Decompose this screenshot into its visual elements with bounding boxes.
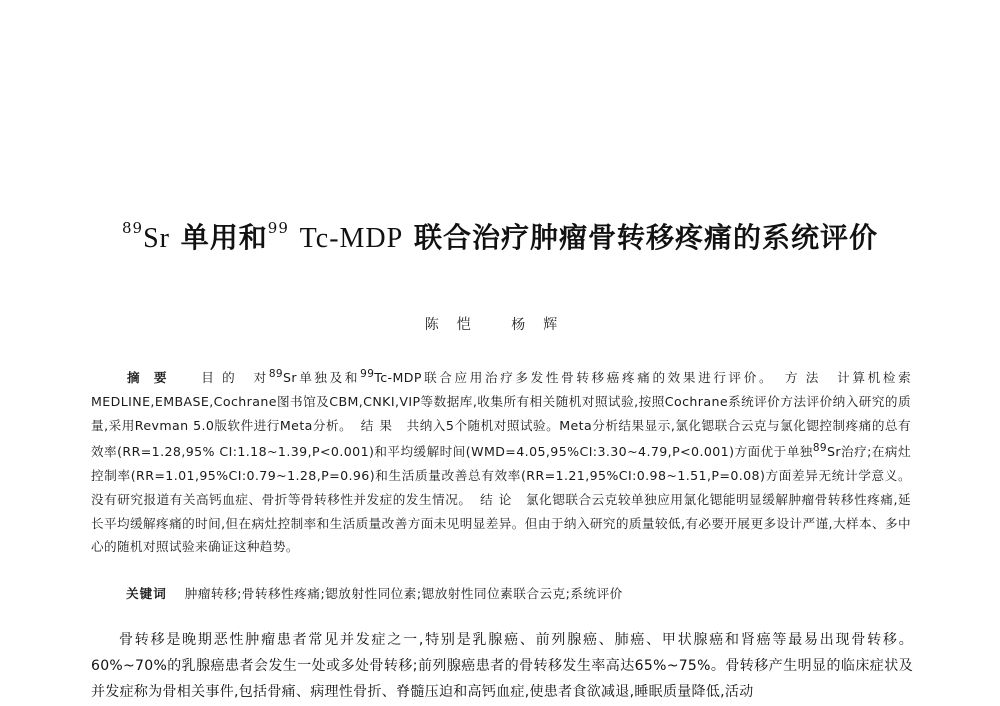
results-label: 结果 xyxy=(360,417,399,433)
keywords-text: 肿瘤转移;骨转移性疼痛;锶放射性同位素;锶放射性同位素联合云克;系统评价 xyxy=(184,586,623,601)
title-tc: Tc-MDP xyxy=(299,223,404,254)
title-superscript-99: 99 xyxy=(267,218,289,237)
objective-label: 目的 xyxy=(201,370,243,386)
results-post: Sr治疗;在病灶控制率(RR=1.01,95%CI:0.79~1.28,P=0.96)和生活质量改善总有效率(RR=1.21,95%CI:0.98~1.51,P=0.08)方面差异无统计学意义。没有研究报道有关高钙血症、骨折等骨转移性并发症的发生情况。 xyxy=(91,444,911,507)
keywords xyxy=(126,583,916,602)
objective-sup-89: 89 xyxy=(268,368,283,380)
objective-sup-99: 99 xyxy=(360,368,375,380)
methods-label: 方法 xyxy=(784,370,827,386)
title-rest: 联合治疗肿瘤骨转移疼痛的系统评价 xyxy=(413,221,878,254)
authors: 陈恺 杨辉 xyxy=(424,317,576,333)
abstract-label: 摘要 xyxy=(127,370,181,386)
title-superscript-89: 89 xyxy=(122,218,144,237)
article-title xyxy=(0,216,1000,256)
results-pre: 共纳入5个随机对照试验。Meta分析结果显示,氯化锶联合云克与氯化锶控制疼痛的总有效率(RR=1.28,95% CI:1.18~1.39,P<0.001)和平均缓解时间(WMD=4.05,95%CI:3.30~4.79,P<0.001)方面优于单独 xyxy=(91,417,912,460)
conclusion-label: 结论 xyxy=(480,491,518,507)
title-mid: 单用和 xyxy=(180,221,268,254)
conclusion-text: 氯化锶联合云克较单独应用氯化锶能明显缓解肿瘤骨转移性疼痛,延长平均缓解疼痛的时间,但在病灶控制率和生活质量改善方面未见明显差异。但由于纳入研究的质量较低,有必要开展更多设计严谨,大样本、多中心的随机对照试验来确证这种趋势。 xyxy=(91,491,911,555)
keywords-label: 关键词 xyxy=(126,586,167,601)
abstract xyxy=(91,363,911,559)
title-sr: Sr xyxy=(143,223,171,254)
objective-pre: 对 xyxy=(253,370,269,386)
objective-mid: Sr单独及和 xyxy=(283,370,361,386)
results-sup-89: 89 xyxy=(812,442,827,455)
methods-text: 计算机检索MEDLINE,EMBASE,Cochrane图书馆及CBM,CNKI,VIP等数据库,收集所有相关随机对照试验,按照Cochrane系统评价方法评价纳入研究的质量,采用Revman 5.0版软件进行Meta分析。 xyxy=(91,370,912,433)
body-paragraph: 骨转移是晚期恶性肿瘤患者常见并发症之一,特别是乳腺癌、前列腺癌、肺癌、甲状腺癌和肾癌等最易出现骨转移。60%~70%的乳腺癌患者会发生一处或多处骨转移;前列腺癌患者的骨转移发生率高达65%~75%。骨转移产生明显的临床症状及并发症称为骨相关事件,包括骨痛、病理性骨折、脊髓压迫和高钙血症,使患者食欲减退,睡眠质量降低,活动 xyxy=(91,632,913,700)
objective-post: Tc-MDP联合应用治疗多发性骨转移癌疼痛的效果进行评价。 xyxy=(374,370,775,386)
